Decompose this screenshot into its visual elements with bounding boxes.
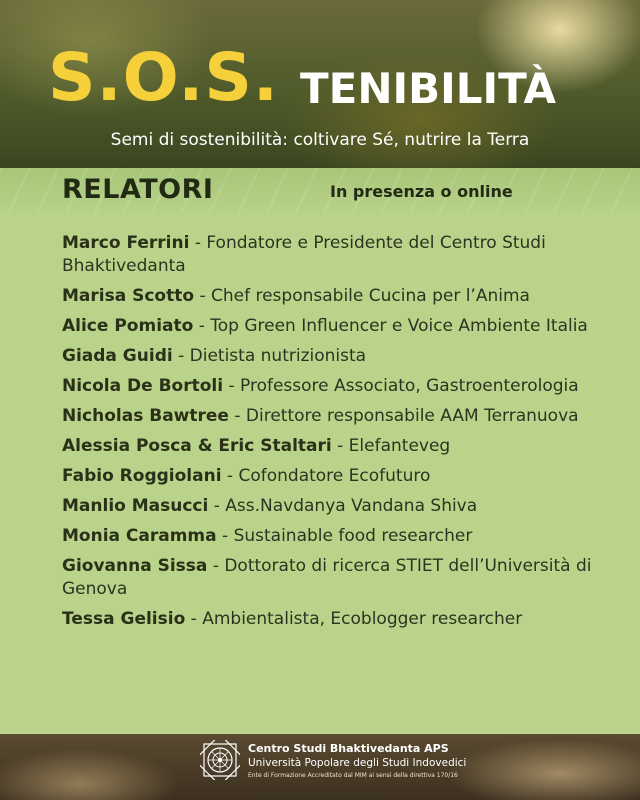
speaker-role: - Sustainable food researcher bbox=[216, 526, 473, 546]
accreditation-note: Ente di Formazione Accreditato dal MIM ai sensi della direttiva 170/16 bbox=[248, 772, 458, 779]
speaker-item bbox=[62, 495, 602, 518]
title-tenibilita: TENIBILITÀ bbox=[300, 64, 557, 113]
speaker-item bbox=[62, 435, 602, 458]
speaker-role: - Top Green Influencer e Voice Ambiente Italia bbox=[193, 316, 588, 336]
speaker-name: Marisa Scotto bbox=[62, 286, 195, 306]
speaker-item bbox=[62, 345, 602, 368]
speaker-role: - Professore Associato, Gastroenterologia bbox=[223, 376, 579, 396]
speaker-name: Monia Caramma bbox=[62, 526, 217, 546]
event-subtitle: Semi di sostenibilità: coltivare Sé, nutrire la Terra bbox=[110, 130, 530, 150]
speaker-role: - Fondatore e Presidente del Centro Studi Bhaktivedanta bbox=[62, 233, 546, 276]
speaker-name: Nicola De Bortoli bbox=[62, 376, 224, 396]
speaker-name: Giada Guidi bbox=[62, 346, 173, 366]
speaker-item bbox=[62, 232, 602, 278]
speaker-name: Alice Pomiato bbox=[62, 316, 194, 336]
organization-name: Centro Studi Bhaktivedanta APS bbox=[248, 742, 449, 755]
speaker-role: - Direttore responsabile AAM Terranuova bbox=[228, 406, 579, 426]
speaker-role: - Elefanteveg bbox=[331, 436, 451, 456]
speaker-role: - Chef responsabile Cucina per l’Anima bbox=[194, 286, 530, 306]
speaker-name: Marco Ferrini bbox=[62, 233, 190, 253]
speaker-role: - Ambientalista, Ecoblogger researcher bbox=[185, 609, 523, 629]
speaker-item bbox=[62, 315, 602, 338]
speaker-name: Giovanna Sissa bbox=[62, 556, 208, 576]
speaker-item bbox=[62, 405, 602, 428]
speakers-heading-band bbox=[0, 168, 640, 214]
speaker-item bbox=[62, 465, 602, 488]
speaker-role: - Cofondatore Ecofuturo bbox=[221, 466, 431, 486]
speaker-name: Nicholas Bawtree bbox=[62, 406, 229, 426]
title-sos: S.O.S. bbox=[48, 39, 279, 116]
organization-subtitle: Università Popolare degli Studi Indovedici bbox=[248, 757, 467, 769]
speaker-name: Tessa Gelisio bbox=[62, 609, 186, 629]
speaker-name: Alessia Posca & Eric Staltari bbox=[62, 436, 332, 456]
speaker-item bbox=[62, 555, 602, 601]
attendance-mode: In presenza o online bbox=[330, 182, 513, 201]
speakers-list bbox=[62, 232, 602, 638]
speakers-heading: RELATORI bbox=[62, 174, 214, 205]
header-banner bbox=[0, 0, 640, 168]
speaker-item bbox=[62, 285, 602, 308]
speaker-role: - Dietista nutrizionista bbox=[172, 346, 367, 366]
speaker-item bbox=[62, 525, 602, 548]
speaker-item bbox=[62, 375, 602, 398]
mandala-logo-icon bbox=[200, 740, 240, 780]
speaker-name: Manlio Masucci bbox=[62, 496, 209, 516]
speaker-item bbox=[62, 608, 602, 631]
speaker-role: - Dottorato di ricerca STIET dell’Università di Genova bbox=[62, 556, 592, 599]
speaker-name: Fabio Roggiolani bbox=[62, 466, 222, 486]
footer-banner bbox=[0, 734, 640, 800]
speaker-role: - Ass.Navdanya Vandana Shiva bbox=[208, 496, 478, 516]
